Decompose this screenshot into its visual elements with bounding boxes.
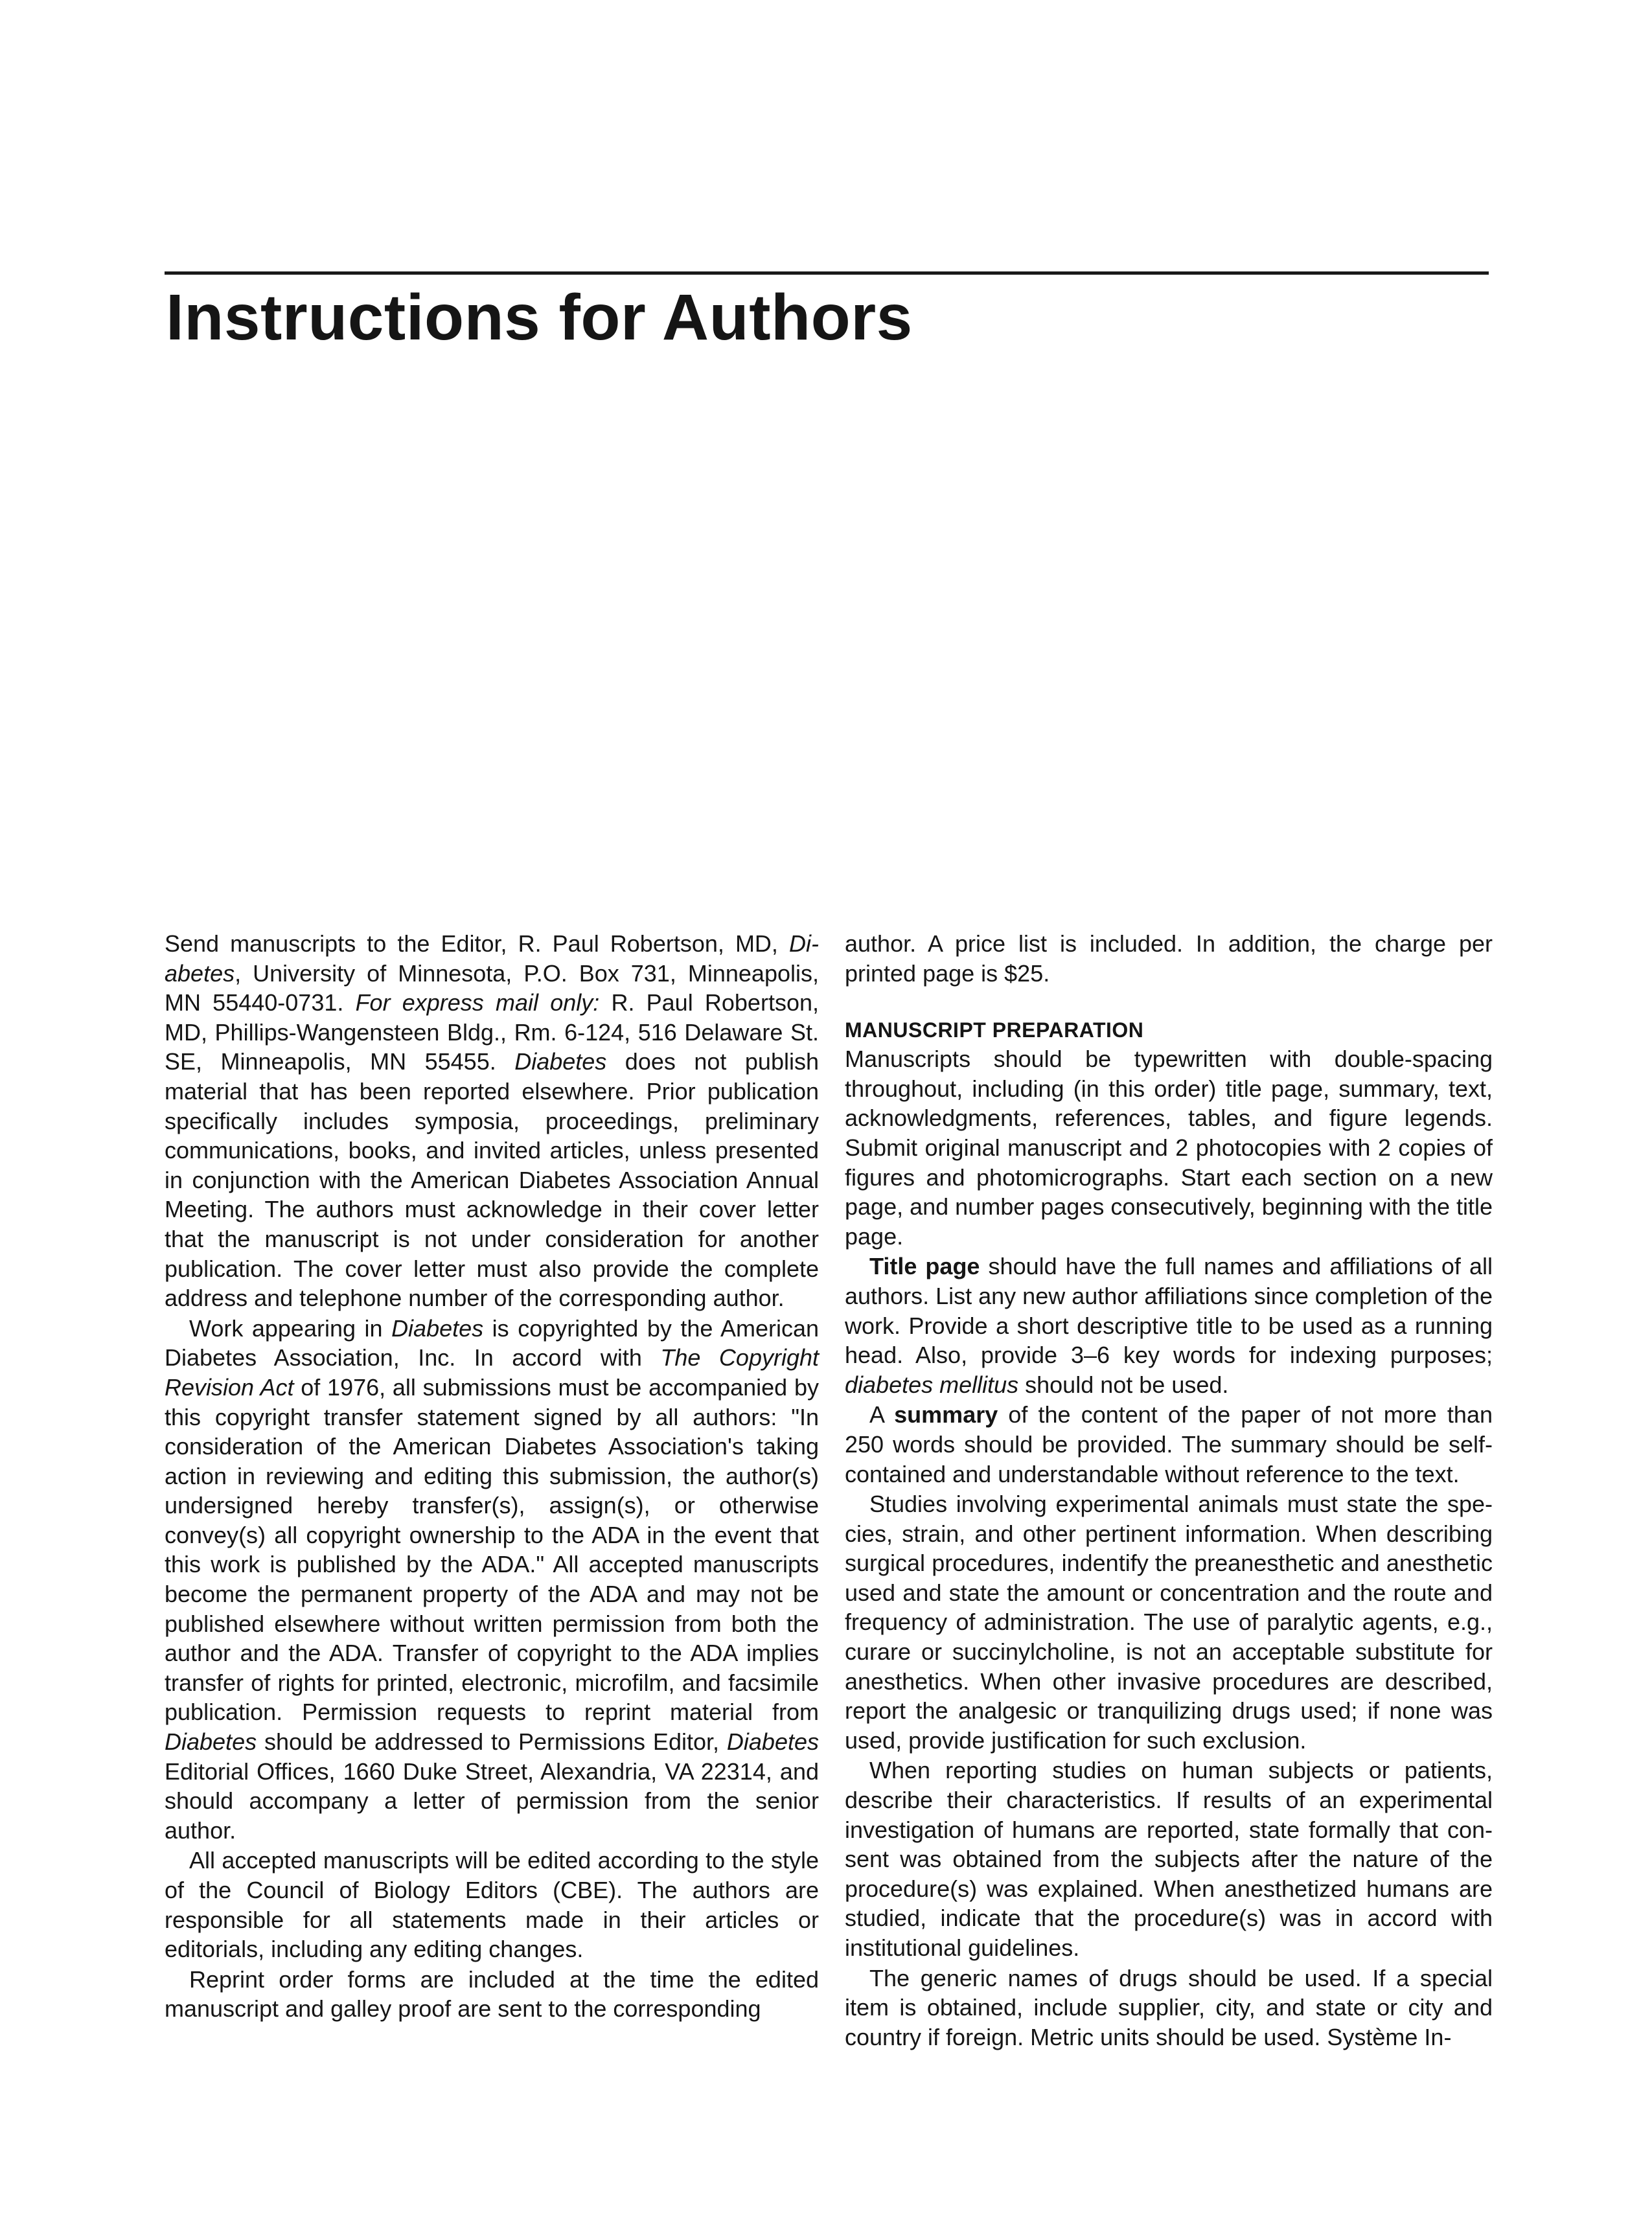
paragraph-submission-address: Send manuscripts to the Editor, R. Paul Robertson, MD, Diabetes, University of Minnesota, P.O. Box 731, Minneapolis, MN 55440-0731. For express mail only: R. Paul Robertson, MD, Phillips-Wangensteen Bldg., Rm. 6-124, 516 Delaware St. SE, Minneapolis, MN 55455. Diabetes does not publish material that has been reported elsewhere. Prior publication specifically includes symposia, proceedings, preliminary communications, books, and invited articles, unless presented in conjunction with the American Diabetes Association Annual Meeting. The authors must acknowledge in their cover letter that the manuscript is not under consideration for another publication. The cover letter must also provide the complete address and telephone number of the corresponding author. — [165, 930, 819, 1312]
paragraph-reprints: Reprint order forms are included at the time the edited manuscript and galley proof are sent to the corresponding — [165, 1966, 819, 2023]
paragraph-copyright: Work appearing in Diabetes is copyrighted by the American Diabetes Association, Inc. In accord with The Copyright Revision Act of 1976, all submissions must be accompanied by this copyright transfer statement signed by all authors: "In consideration of the American Diabetes Association's taking action in reviewing and editing this submission, the author(s) undersigned hereby transfer(s), assign(s), or otherwise convey(s) all copyright ownership to the ADA in the event that this work is published by the ADA." All accepted manuscripts become the permanent property of the ADA and may not be published elsewhere without written permission from both the author and the ADA. Transfer of copyright to the ADA implies transfer of rights for printed, electronic, microfilm, and facsimile publication. Permission requests to reprint material from Diabetes should be addressed to Permissions Editor, Diabetes Editorial Offices, 1660 Duke Street, Alexandria, VA 22314, and should accompany a letter of permission from the senior author. — [165, 1314, 820, 1844]
paragraph-animal-studies: Studies involving experimental animals must state the species, strain, and other pertinent information. When describing surgical procedures, indentify the preanesthetic and anesthetic used and state the amount or concentration and the route and frequency of administration. The use of paralytic agents, e.g., curare or succinylcholine, is not an acceptable substitute for anesthetics. When other invasive procedures are described, report the analgesic or tranquilizing drugs used; if none was used, provide justification for such exclusion. — [845, 1491, 1493, 1754]
header-rule — [165, 271, 1489, 275]
left-column — [165, 929, 819, 2024]
paragraph-price-list: author. A price list is included. In addition, the charge per printed page is $25. — [845, 930, 1493, 987]
page-title: Instructions for Authors — [166, 281, 913, 354]
paragraph-manuscript-format: Manuscripts should be typewritten with double-spacing throughout, including (in this order) title page, summary, text, acknowledgments, references, tables, and figure legends. Submit original manuscript and 2 photocopies with 2 copies of figures and photomicrographs. Start each section on a new page, and number pages consecutively, beginning with the title page. — [845, 1046, 1493, 1250]
paragraph-title-page: Title page should have the full names and affiliations of all authors. List any new author affiliations since completion of the work. Provide a short descriptive title to be used as a running head. Also, provide 3–6 key words for indexing purposes; diabetes mellitus should not be used. — [845, 1253, 1493, 1398]
paragraph-editing-style: All accepted manuscripts will be edited according to the style of the Council of Biology Editors (CBE). The authors are responsible for all statements made in their articles or editorials, including any editing changes. — [165, 1847, 819, 1963]
paragraph-human-studies: When reporting studies on human subjects or patients, describe their characteristics. If results of an experimental investigation of humans are reported, state formally that consent was obtained from the subjects after the nature of the procedure(s) was explained. When anesthetized humans are studied, indicate that the procedure(s) was in accord with institutional guidelines. — [845, 1757, 1493, 1961]
section-heading-manuscript-preparation: MANUSCRIPT PREPARATION — [845, 1018, 1144, 1042]
paragraph-drug-names: The generic names of drugs should be used. If a special item is obtained, include supplier, city, and state or city and country if foreign. Metric units should be used. Système In- — [845, 1964, 1493, 2050]
paragraph-summary: A summary of the content of the paper of not more than 250 words should be provided. The summary should be self-contained and understandable without reference to the text. — [845, 1401, 1493, 1487]
right-column — [845, 929, 1493, 2052]
